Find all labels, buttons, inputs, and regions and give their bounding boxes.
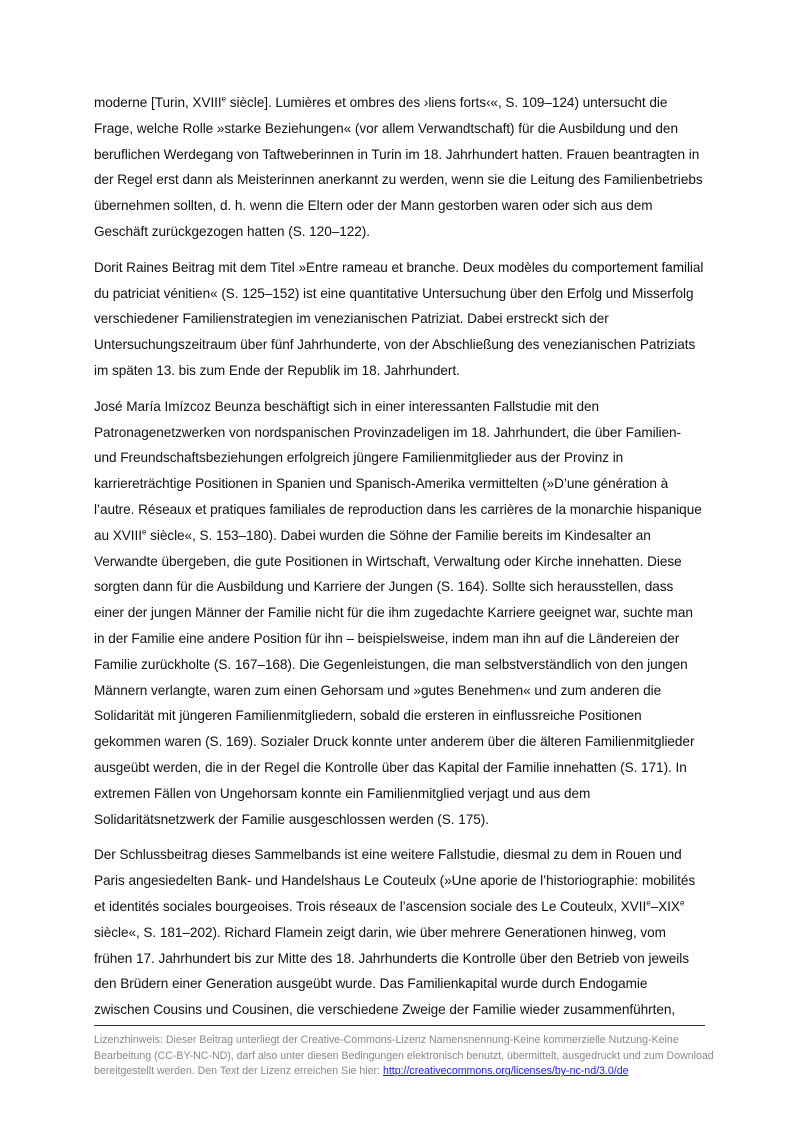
text-run: moderne [Turin, XVIII (94, 95, 222, 110)
superscript: e (679, 898, 685, 908)
superscript: e (646, 898, 651, 908)
license-link[interactable]: http://creativecommons.org/licenses/by-nc-nd/3.0/de (382, 1065, 629, 1078)
text-run: siècle«, S. 153–180). Dabei wurden die Söhne der Familie bereits im Kindesalter an Verwandte übergeben, die gute Positionen in Wirtschaft, Verwaltung oder Kirche innehatten. Diese sorgten dann für die Ausbildung und Karriere der Jungen (S. 164). Sollte sich herausstellen, dass einer der jungen Männer der Familie nicht für die ihm zugedachte Karriere geeignet war, suchte man in der Familie eine andere Position für ihn – beispielsweise, indem man ihn auf die Ländereien der Familie zurückholte (S. 167–168). Die Gegenleistungen, die man selbstverständlich von den jungen Männern verlangte, waren zum einen Gehorsam und »gutes Benehmen« und zum anderen die Solidarität mit jüngeren Familienmitgliedern, sobald die ersteren in einflussreiche Positionen gekommen waren (S. 169). Sozialer Druck konnte unter anderem über die älteren Familienmitglieder ausgeübt werden, die in der Regel die Kontrolle über das Kapital der Familie innehatten (S. 171). In extremen Fällen von Ungehorsam konnte ein Familienmitglied verjagt und aus dem Solidaritätsnetzwerk der Familie ausgeschlossen werden (S. 175). (94, 527, 695, 827)
text-run: –XIX (650, 898, 680, 914)
paragraph (94, 255, 705, 384)
body-text (94, 90, 705, 1033)
superscript: e (141, 527, 147, 537)
paragraph (94, 842, 705, 1023)
text-run: José María Imízcoz Beunza beschäftigt sich in einer interessanten Fallstudie mit den Patronagenetzwerken von nordspanischen Provinzadeligen im 18. Jahrhundert, die über Familien- und Freundschaftsbeziehungen erfolgreich jüngere Familienmitglieder aus der Provinz in karriereträchtige Positionen in Spanien und Spanisch-Amerika vermittelten (»D’une génération à l’autre. Réseaux et pratiques familiales de reproduction dans les carrières de la monarchie hispanique au XVIII (94, 398, 702, 543)
paragraph (94, 394, 705, 833)
paragraph (94, 90, 705, 245)
text-run: Dorit Raines Beitrag mit dem Titel »Entre rameau et branche. Deux modèles du comportement familial du patriciat vénitien« (S. 125–152) ist eine quantitative Untersuchung über den Erfolg und Misserfolg verschiedener Familienstrategien im venezianischen Patriziat. Dabei erstreckt sich der Untersuchungszeitraum über fünf Jahrhunderte, von der Abschließung des venezianischen Patriziats im späten 13. bis zum Ende der Republik im 18. Jahrhundert. (94, 259, 704, 378)
footer-divider (94, 1025, 705, 1026)
superscript: e (221, 94, 227, 104)
text-run: siècle«, S. 181–202). Richard Flamein zeigt darin, wie über mehrere Generationen hinweg, vom frühen 17. Jahrhundert bis zur Mitte des 18. Jahrhunderts die Kontrolle über den Betrieb von jeweils den Brüdern einer Generation ausgeübt wurde. Das Familienkapital wurde durch Endogamie zwischen Cousins und Cousinen, die verschiedene Zweige der Familie wieder zusammenführten, (94, 924, 689, 1018)
license-text: Lizenzhinweis: Dieser Beitrag unterliegt der Creative-Commons-Lizenz Namensnennung-Keine kommerzielle Nutzung-Keine Bearbeitung (CC-BY-NC-ND), darf also unter diesen Bedingungen elektronisch benutzt, übermittelt, ausgedruckt und zum Download bereitgestellt werden. Den Text der Lizenz erreichen Sie hier: (94, 1034, 714, 1078)
text-run: siècle]. Lumières et ombres des ›liens forts‹«, S. 109–124) untersucht die Frage, welche Rolle »starke Beziehungen« (vor allem Verwandtschaft) für die Ausbildung und den beruflichen Werdegang von Taftweberinnen in Turin im 18. Jahrhundert hatten. Frauen beantragten in der Regel erst dann als Meisterinnen anerkannt zu werden, wenn sie die Leitung des Familienbetriebs übernehmen sollten, d. h. wenn die Eltern oder der Mann gestorben waren oder sich aus dem Geschäft zurückgezogen hatten (S. 120–122). (94, 95, 703, 239)
license-footer (94, 1033, 714, 1080)
text-run: Der Schlussbeitrag dieses Sammelbands ist eine weitere Fallstudie, diesmal zu dem in Rouen und Paris angesiedelten Bank- und Handelshaus Le Couteulx (»Une aporie de l’historiographie: mobilités et identités sociales bourgeoises. Trois réseaux de l’ascension sociale des Le Couteulx, XVII (94, 847, 696, 914)
